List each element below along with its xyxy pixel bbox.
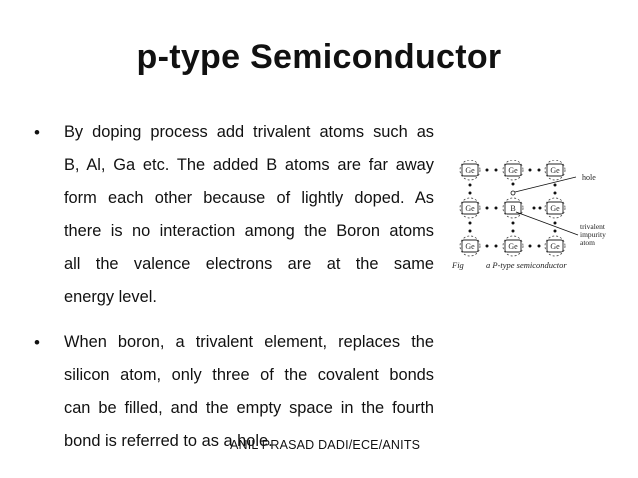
atom-label: Ge	[550, 166, 560, 175]
footer-credit: ANIL PRASAD DADI/ECE/ANITS	[230, 438, 421, 452]
bullet-list	[34, 116, 434, 458]
impurity-label-line: trivalent	[580, 222, 605, 231]
hole-marker	[511, 191, 515, 195]
hole-label: hole	[582, 173, 596, 182]
bullet-text-line: bond is referred to as a hole.	[64, 432, 273, 450]
atom-label: B	[510, 204, 516, 213]
bullet-text-line: can be filled, and the empty space in the fourth	[64, 399, 434, 417]
atom-label: Ge	[465, 166, 475, 175]
slide-title: p-type Semiconductor	[136, 38, 502, 76]
figure-caption: a P-type semiconductor	[486, 260, 567, 270]
atom-label: Ge	[550, 204, 560, 213]
bullet-text-line: silicon atom, only three of the covalent bonds	[64, 366, 434, 384]
bullet-text-line: there is no interaction among the Boron atoms	[64, 222, 434, 240]
p-type-lattice-figure	[450, 160, 620, 272]
atom-label: Ge	[550, 242, 560, 251]
bullet-text-line: energy level.	[64, 288, 157, 306]
atom-label: Ge	[465, 242, 475, 251]
impurity-label-line: impurity	[580, 230, 606, 239]
figure-label: Fig	[452, 260, 464, 270]
atom-label: Ge	[465, 204, 475, 213]
bullet-item	[34, 116, 434, 314]
bullet-text-line: all the valence electrons are at the same	[64, 255, 434, 273]
atom-label: Ge	[508, 242, 518, 251]
bullet-dot: •	[34, 333, 40, 352]
bullet-dot: •	[34, 123, 40, 142]
bullet-text-line: When boron, a trivalent element, replaces the	[64, 333, 434, 351]
bullet-text-line: B, Al, Ga etc. The added B atoms are far away	[64, 156, 434, 174]
impurity-label-line: atom	[580, 238, 595, 247]
bullet-text-line: By doping process add trivalent atoms such as	[64, 123, 434, 141]
bullet-text-line: form each other because of lightly doped. As	[64, 189, 434, 207]
atom-label: Ge	[508, 166, 518, 175]
